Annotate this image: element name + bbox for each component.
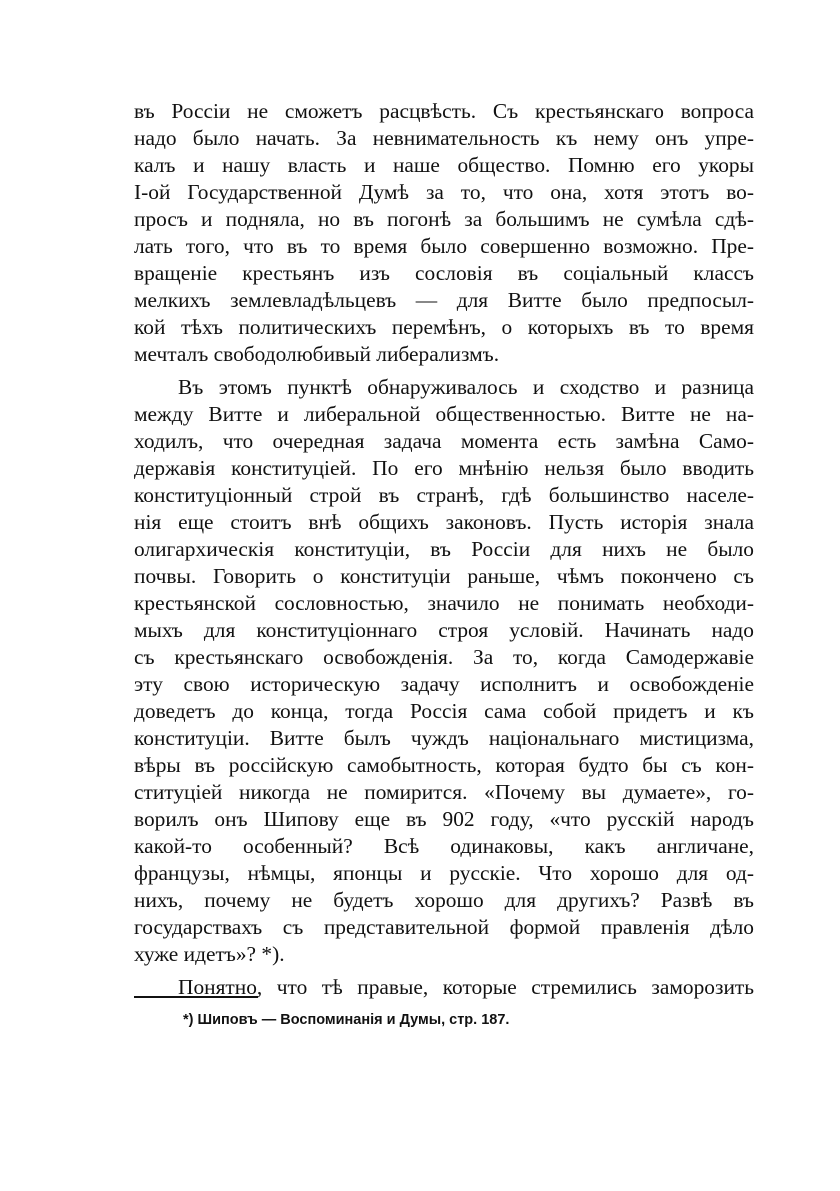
- text-line: кой тѣхъ политическихъ перемѣнъ, о которыхъ въ то время: [134, 315, 754, 339]
- footnote-divider: [134, 996, 258, 998]
- text-line: почвы. Говорить о конституціи раньше, чѣмъ покончено съ: [134, 564, 754, 588]
- text-line: ституціей никогда не помирится. «Почему вы думаете», го-: [134, 780, 754, 804]
- text-line: государствахъ съ представительной формой правленія дѣло: [134, 915, 754, 939]
- text-line: Въ этомъ пунктѣ обнаруживалось и сходство и разница: [178, 375, 754, 399]
- text-line: между Витте и либеральной общественностью. Витте не на-: [134, 402, 754, 426]
- text-line: доведетъ до конца, тогда Россія сама собой придетъ и къ: [134, 699, 754, 723]
- text-line: конституціонный строй въ странѣ, гдѣ большинство населе-: [134, 483, 754, 507]
- text-line: просъ и подняла, но въ погонѣ за большимъ не сумѣла сдѣ-: [134, 207, 754, 231]
- text-line: конституціи. Витте былъ чуждъ національнаго мистицизма,: [134, 726, 754, 750]
- text-line: олигархическія конституціи, въ Россіи для нихъ не было: [134, 537, 754, 561]
- body-text: [134, 98, 754, 1001]
- footnote: *) Шиповъ — Воспоминанія и Думы, стр. 187.: [183, 1012, 510, 1028]
- text-line: нихъ, почему не будетъ хорошо для другихъ? Развѣ въ: [134, 888, 754, 912]
- text-line: I-ой Государственной Думѣ за то, что она, хотя этотъ во-: [134, 180, 754, 204]
- text-line: Понятно, что тѣ правые, которые стремились заморозить: [178, 975, 754, 999]
- text-line: калъ и нашу власть и наше общество. Помню его укоры: [134, 153, 754, 177]
- text-line: въ Россіи не сможетъ расцвѣсть. Съ крестьянскаго вопроса: [134, 99, 754, 123]
- text-line: вращеніе крестьянъ изъ сословія въ соціальный классъ: [134, 261, 754, 285]
- text-line: какой-то особенный? Всѣ одинаковы, какъ англичане,: [134, 834, 754, 858]
- text-line: мелкихъ землевладѣльцевъ — для Витте было предпосыл-: [134, 288, 754, 312]
- text-line: мыхъ для конституціоннаго строя условій. Начинать надо: [134, 618, 754, 642]
- text-line: французы, нѣмцы, японцы и русскіе. Что хорошо для од-: [134, 861, 754, 885]
- text-line: эту свою историческую задачу исполнитъ и освобожденіе: [134, 672, 754, 696]
- text-line: ворилъ онъ Шипову еще въ 902 году, «что русскій народъ: [134, 807, 754, 831]
- text-line: съ крестьянскаго освобожденія. За то, когда Самодержавіе: [134, 645, 754, 669]
- text-line: вѣры въ россійскую самобытность, которая будто бы съ кон-: [134, 753, 754, 777]
- text-line: нія еще стоитъ внѣ общихъ законовъ. Пусть исторія знала: [134, 510, 754, 534]
- text-line: надо было начать. За невнимательность къ нему онъ упре-: [134, 126, 754, 150]
- text-line: мечталъ свободолюбивый либерализмъ.: [134, 342, 500, 366]
- text-line: державія конституціей. По его мнѣнію нельзя было вводить: [134, 456, 754, 480]
- text-line: крестьянской сословностью, значило не понимать необходи-: [134, 591, 754, 615]
- text-line: лать того, что въ то время было совершенно возможно. Пре-: [134, 234, 754, 258]
- text-line: ходилъ, что очередная задача момента есть замѣна Само-: [134, 429, 754, 453]
- text-line: хуже идетъ»? *).: [134, 942, 285, 966]
